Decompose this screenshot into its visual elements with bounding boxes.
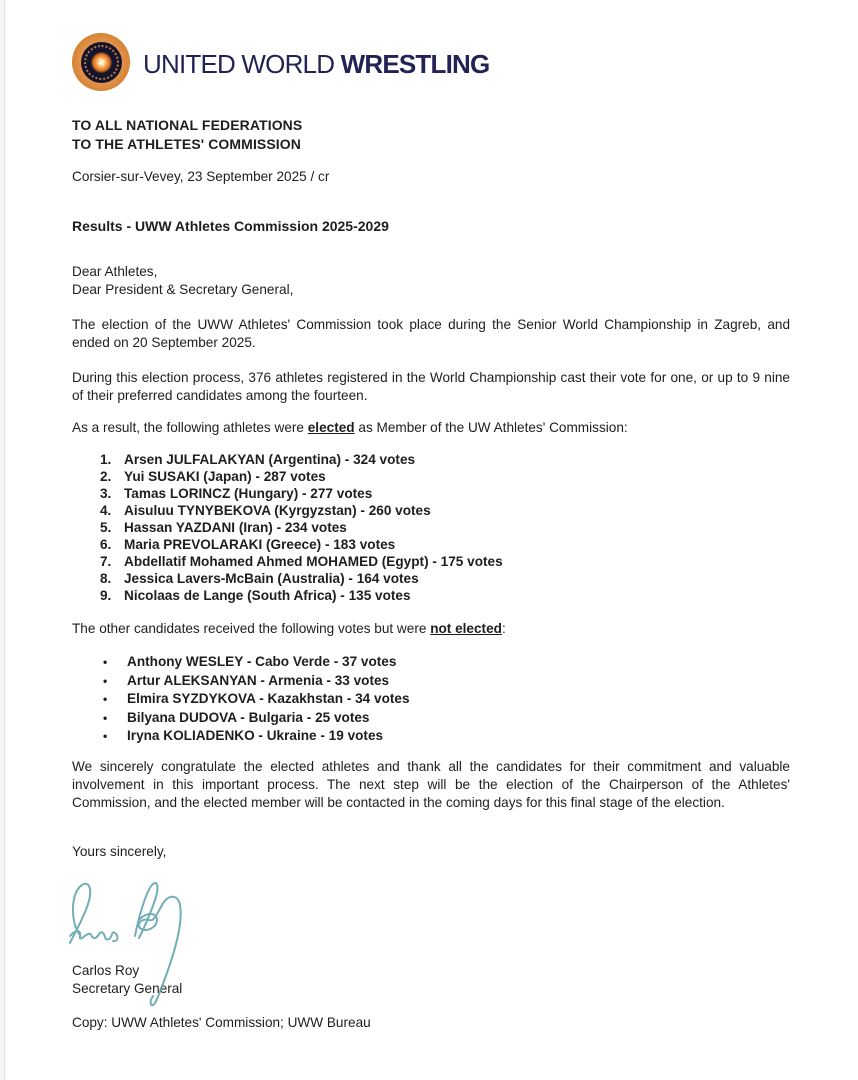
not-elected-list-item (103, 672, 790, 691)
list-item-text: Bilyana DUDOVA - Bulgaria - 25 votes (127, 709, 370, 725)
not-elected-intro-line (72, 620, 790, 638)
salutation-block (72, 263, 790, 299)
elected-list-item (100, 519, 790, 536)
list-marker: 3. (100, 486, 112, 501)
not-elected-list-item (103, 709, 790, 728)
list-marker: 9. (100, 588, 112, 603)
recipient-line-1: TO ALL NATIONAL FEDERATIONS (72, 117, 303, 133)
brand-wordmark (143, 49, 489, 80)
salutation-line-2: Dear President & Secretary General, (72, 282, 294, 297)
list-item-text: Hassan YAZDANI (Iran) - 234 votes (124, 520, 347, 535)
list-marker: • (103, 710, 108, 725)
list-marker: • (103, 673, 108, 688)
elected-list-item (100, 536, 790, 553)
list-marker: 4. (100, 503, 112, 518)
list-item-text: Tamas LORINCZ (Hungary) - 277 votes (124, 486, 373, 501)
elected-candidates-list (100, 451, 790, 604)
paragraph-voting-process: During this election process, 376 athletes registered in the World Championship cast their vote for one, or up to 9 nine of their preferred candidates among the fourteen. (72, 370, 790, 403)
elected-list-item (100, 587, 790, 604)
list-marker: 7. (100, 554, 112, 569)
paragraph-election-overview: The election of the UWW Athletes' Commission took place during the Senior World Championship in Zagreb, and ended on 20 September 2025. (72, 317, 790, 350)
list-item-text: Arsen JULFALAKYAN (Argentina) - 324 votes (124, 452, 416, 467)
elected-intro-emphasis: elected (307, 420, 355, 435)
valediction: Yours sincerely, (72, 844, 167, 859)
copy-line: Copy: UWW Athletes' Commission; UWW Bureau (72, 1015, 371, 1030)
elected-list-item (100, 502, 790, 519)
recipient-line-2: TO THE ATHLETES' COMMISSION (72, 135, 301, 152)
not-elected-intro-emphasis: not elected (430, 621, 502, 636)
brand-wrestling: WRESTLING (340, 49, 490, 79)
list-marker: 6. (100, 537, 112, 552)
recipient-block (72, 116, 790, 153)
not-elected-list-item (103, 727, 790, 746)
list-item-text: Maria PREVOLARAKI (Greece) - 183 votes (124, 537, 396, 552)
list-item-text: Yui SUSAKI (Japan) - 287 votes (124, 469, 326, 484)
not-elected-list-item (103, 690, 790, 709)
elected-intro-line (72, 419, 790, 437)
brand-united-world: UNITED WORLD (143, 49, 341, 79)
list-item-text: Aisuluu TYNYBEKOVA (Kyrgyzstan) - 260 votes (124, 503, 431, 518)
not-elected-candidates-list (103, 653, 790, 746)
not-elected-list-item (103, 653, 790, 672)
elected-list-item (100, 451, 790, 468)
list-item-text: Nicolaas de Lange (South Africa) - 135 votes (124, 588, 411, 603)
paragraph-closing: We sincerely congratulate the elected athletes and thank all the candidates for their commitment and valuable involvement in this important process. The next step will be the election of the Chairperson of the Athletes' Commission, and the elected member will be contacted in the coming days for this final stage of the election. (72, 759, 790, 810)
salutation-line-1: Dear Athletes, (72, 264, 158, 279)
subject-line: Results - UWW Athletes Commission 2025-2029 (72, 218, 389, 234)
signer-title: Secretary General (72, 981, 183, 996)
list-marker: 2. (100, 469, 112, 484)
signer-block (72, 962, 790, 998)
list-marker: • (103, 729, 108, 744)
list-marker: • (103, 692, 108, 707)
uww-logo-ring (72, 33, 130, 91)
uww-logo-icon (72, 33, 130, 91)
list-item-text: Artur ALEKSANYAN - Armenia - 33 votes (127, 672, 390, 688)
list-marker: 1. (100, 452, 112, 467)
page-left-edge-line (4, 0, 5, 1080)
list-item-text: Elmira SYZDYKOVA - Kazakhstan - 34 votes (127, 691, 410, 707)
elected-list-item (100, 485, 790, 502)
list-marker: 8. (100, 571, 112, 586)
list-item-text: Anthony WESLEY - Cabo Verde - 37 votes (127, 654, 397, 669)
elected-intro-suffix: as Member of the UW Athletes' Commission: (354, 420, 628, 435)
not-elected-intro-prefix: The other candidates received the following votes but were (72, 621, 431, 636)
list-item-text: Iryna KOLIADENKO - Ukraine - 19 votes (127, 728, 384, 744)
elected-list-item (100, 553, 790, 570)
list-marker: • (103, 655, 108, 669)
not-elected-intro-suffix: : (501, 621, 506, 636)
dateline: Corsier-sur-Vevey, 23 September 2025 / cr (72, 169, 330, 184)
list-marker: 5. (100, 520, 112, 535)
elected-list-item (100, 570, 790, 587)
elected-list-item (100, 468, 790, 485)
list-item-text: Abdellatif Mohamed Ahmed MOHAMED (Egypt) - 175 votes (124, 554, 503, 569)
uww-logo-wrestlers-icon (91, 52, 112, 73)
list-item-text: Jessica Lavers-McBain (Australia) - 164 votes (124, 571, 419, 586)
signer-name: Carlos Roy (72, 963, 140, 978)
uww-logo-core (81, 42, 122, 83)
elected-intro-prefix: As a result, the following athletes were (72, 420, 308, 435)
